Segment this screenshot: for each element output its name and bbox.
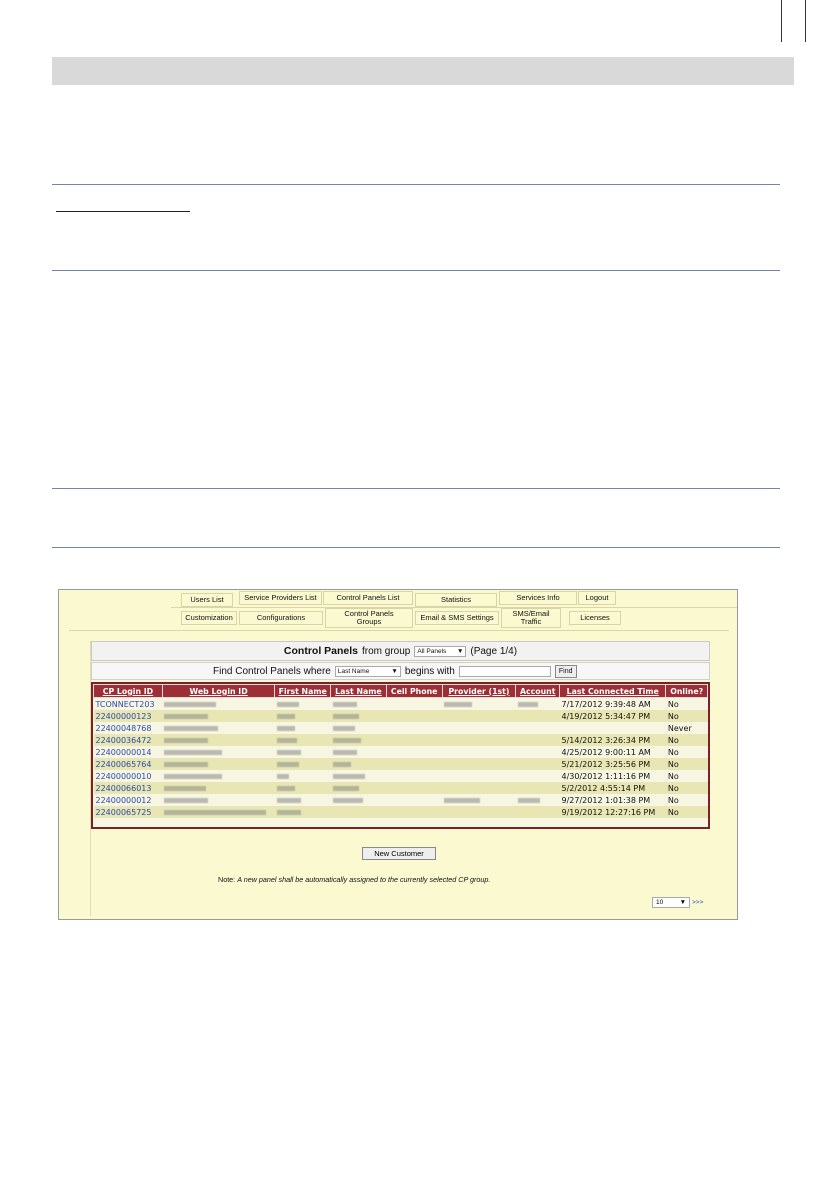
note-message: A new panel shall be automatically assigned to the currently selected CP group. <box>237 875 491 884</box>
redacted-cell <box>331 698 387 711</box>
menu-services-info[interactable]: Services Info <box>499 591 577 605</box>
page-size-select[interactable] <box>652 897 690 908</box>
page-indicator: (Page 1/4) <box>470 645 518 657</box>
note-label: Note: <box>218 875 236 884</box>
cp-login-id-link[interactable]: TCONNECT203 <box>94 698 163 711</box>
find-field-value: Last Name <box>337 667 370 675</box>
cp-login-id-link[interactable]: 22400000014 <box>94 746 163 758</box>
redacted-cell <box>162 770 274 782</box>
control-panels-screenshot <box>58 589 738 920</box>
page-title: Control Panels <box>283 645 359 657</box>
redacted-cell <box>162 758 274 770</box>
empty-cell <box>442 770 516 782</box>
menu-logout[interactable]: Logout <box>578 591 616 605</box>
table-row <box>94 746 708 758</box>
last-connected-time: 5/14/2012 3:26:34 PM <box>560 734 666 746</box>
redacted-cell <box>275 794 331 806</box>
col-cp-login-id[interactable]: CP Login ID <box>94 685 163 698</box>
chevron-down-icon: ▼ <box>456 647 464 655</box>
menu-separator <box>171 607 737 608</box>
empty-cell <box>386 746 442 758</box>
empty-cell <box>386 758 442 770</box>
cp-login-id-link[interactable]: 22400066013 <box>94 782 163 794</box>
empty-cell <box>442 746 516 758</box>
empty-cell <box>442 734 516 746</box>
cp-login-id-link[interactable]: 22400000123 <box>94 710 163 722</box>
redacted-cell <box>275 710 331 722</box>
cp-login-id-link[interactable]: 22400065725 <box>94 806 163 818</box>
col-online: Online? <box>666 685 708 698</box>
menu-sms-email-traffic[interactable]: SMS/Email Traffic <box>501 608 561 628</box>
online-status: No <box>666 806 708 818</box>
empty-cell <box>516 758 560 770</box>
empty-cell <box>516 782 560 794</box>
redacted-cell <box>162 794 274 806</box>
empty-cell <box>442 782 516 794</box>
empty-cell <box>516 806 560 818</box>
underline-rule <box>56 211 190 212</box>
last-connected-time <box>560 722 666 734</box>
redacted-cell <box>162 722 274 734</box>
redacted-cell <box>516 698 560 711</box>
last-connected-time: 5/2/2012 4:55:14 PM <box>560 782 666 794</box>
empty-cell <box>442 758 516 770</box>
col-account[interactable]: Account <box>516 685 560 698</box>
group-select-value: All Panels <box>417 647 447 655</box>
online-status: No <box>666 758 708 770</box>
menu-control-panels-list[interactable]: Control Panels List <box>323 591 413 605</box>
table-row <box>94 722 708 734</box>
page-size-value: 10 <box>656 899 664 906</box>
empty-cell <box>331 806 387 818</box>
table-row <box>94 770 708 782</box>
pager <box>652 897 703 908</box>
redacted-cell <box>516 794 560 806</box>
redacted-cell <box>331 770 387 782</box>
table-row <box>94 734 708 746</box>
last-connected-time: 5/21/2012 3:25:56 PM <box>560 758 666 770</box>
redacted-cell <box>275 782 331 794</box>
redacted-cell <box>275 746 331 758</box>
divider <box>52 488 780 489</box>
redacted-cell <box>331 734 387 746</box>
find-label: Find Control Panels where <box>213 665 331 677</box>
last-connected-time: 9/19/2012 12:27:16 PM <box>560 806 666 818</box>
table-row <box>94 806 708 818</box>
empty-cell <box>516 770 560 782</box>
from-group-label: from group <box>362 645 411 657</box>
redacted-cell <box>275 806 331 818</box>
table-row <box>94 698 708 711</box>
redacted-cell <box>275 758 331 770</box>
col-provider[interactable]: Provider (1st) <box>442 685 516 698</box>
empty-cell <box>516 746 560 758</box>
redacted-cell <box>331 758 387 770</box>
menu-service-providers-list[interactable]: Service Providers List <box>239 591 322 605</box>
redacted-cell <box>162 710 274 722</box>
online-status: No <box>666 746 708 758</box>
col-cell-phone: Cell Phone <box>386 685 442 698</box>
divider <box>52 184 780 185</box>
col-first-name[interactable]: First Name <box>275 685 331 698</box>
cp-login-id-link[interactable]: 22400000012 <box>94 794 163 806</box>
control-panels-panel <box>90 641 710 916</box>
redacted-cell <box>275 770 331 782</box>
empty-cell <box>442 806 516 818</box>
last-connected-time: 7/17/2012 9:39:48 AM <box>560 698 666 711</box>
control-panels-table <box>91 682 710 829</box>
redacted-cell <box>162 806 274 818</box>
note-text <box>218 875 490 884</box>
panel-title-bar <box>91 641 710 661</box>
redacted-cell <box>331 710 387 722</box>
empty-cell <box>516 710 560 722</box>
table-row <box>94 782 708 794</box>
empty-cell <box>386 734 442 746</box>
crop-mark <box>805 0 806 42</box>
online-status: No <box>666 770 708 782</box>
col-last-name[interactable]: Last Name <box>331 685 387 698</box>
cp-login-id-link[interactable]: 22400000010 <box>94 770 163 782</box>
table-row <box>94 758 708 770</box>
crop-mark <box>781 0 782 42</box>
next-page-link[interactable]: >>> <box>692 899 704 906</box>
redacted-cell <box>162 782 274 794</box>
cp-login-id-link[interactable]: 22400048768 <box>94 722 163 734</box>
section-header-bar <box>52 57 794 85</box>
find-field-select[interactable] <box>335 666 401 677</box>
redacted-cell <box>275 722 331 734</box>
redacted-cell <box>162 746 274 758</box>
search-input[interactable] <box>459 666 551 677</box>
empty-cell <box>516 734 560 746</box>
table-header-row <box>94 685 708 698</box>
menu-configurations[interactable]: Configurations <box>239 611 323 625</box>
cp-login-id-link[interactable]: 22400036472 <box>94 734 163 746</box>
redacted-cell <box>331 782 387 794</box>
menu-email-sms-settings[interactable]: Email & SMS Settings <box>415 611 499 625</box>
online-status: Never <box>666 722 708 734</box>
empty-cell <box>386 698 442 711</box>
online-status: No <box>666 734 708 746</box>
redacted-cell <box>331 746 387 758</box>
redacted-cell <box>331 794 387 806</box>
empty-cell <box>386 782 442 794</box>
empty-cell <box>516 722 560 734</box>
last-connected-time: 4/19/2012 5:34:47 PM <box>560 710 666 722</box>
table-row <box>94 710 708 722</box>
find-button[interactable]: Find <box>555 665 577 678</box>
menu-licenses[interactable]: Licenses <box>569 611 621 625</box>
col-last-connected-time[interactable]: Last Connected Time <box>560 685 666 698</box>
redacted-cell <box>331 722 387 734</box>
menu-customization[interactable]: Customization <box>181 611 237 625</box>
chevron-down-icon: ▼ <box>391 667 398 675</box>
empty-cell <box>386 770 442 782</box>
menu-statistics[interactable]: Statistics <box>415 593 497 607</box>
online-status: No <box>666 710 708 722</box>
menu-control-panels-groups[interactable]: Control Panels Groups <box>325 608 413 628</box>
empty-cell <box>386 794 442 806</box>
last-connected-time: 4/30/2012 1:11:16 PM <box>560 770 666 782</box>
redacted-cell <box>275 698 331 711</box>
redacted-cell <box>275 734 331 746</box>
group-select[interactable] <box>414 646 466 657</box>
empty-cell <box>442 710 516 722</box>
begins-with-label: begins with <box>404 665 455 677</box>
empty-cell <box>442 722 516 734</box>
redacted-cell <box>442 698 516 711</box>
chevron-down-icon: ▼ <box>679 899 686 906</box>
online-status: No <box>666 794 708 806</box>
menu-users-list[interactable]: Users List <box>181 593 233 607</box>
empty-cell <box>386 806 442 818</box>
online-status: No <box>666 698 708 711</box>
divider <box>52 270 780 271</box>
redacted-cell <box>442 794 516 806</box>
empty-cell <box>386 722 442 734</box>
cp-login-id-link[interactable]: 22400065764 <box>94 758 163 770</box>
last-connected-time: 4/25/2012 9:00:11 AM <box>560 746 666 758</box>
empty-cell <box>386 710 442 722</box>
table-row <box>94 794 708 806</box>
new-customer-button[interactable]: New Customer <box>362 847 436 860</box>
find-bar <box>91 662 710 680</box>
divider <box>52 547 780 548</box>
redacted-cell <box>162 734 274 746</box>
col-web-login-id[interactable]: Web Login ID <box>162 685 274 698</box>
redacted-cell <box>162 698 274 711</box>
online-status: No <box>666 782 708 794</box>
menu-separator <box>69 630 729 631</box>
last-connected-time: 9/27/2012 1:01:38 PM <box>560 794 666 806</box>
